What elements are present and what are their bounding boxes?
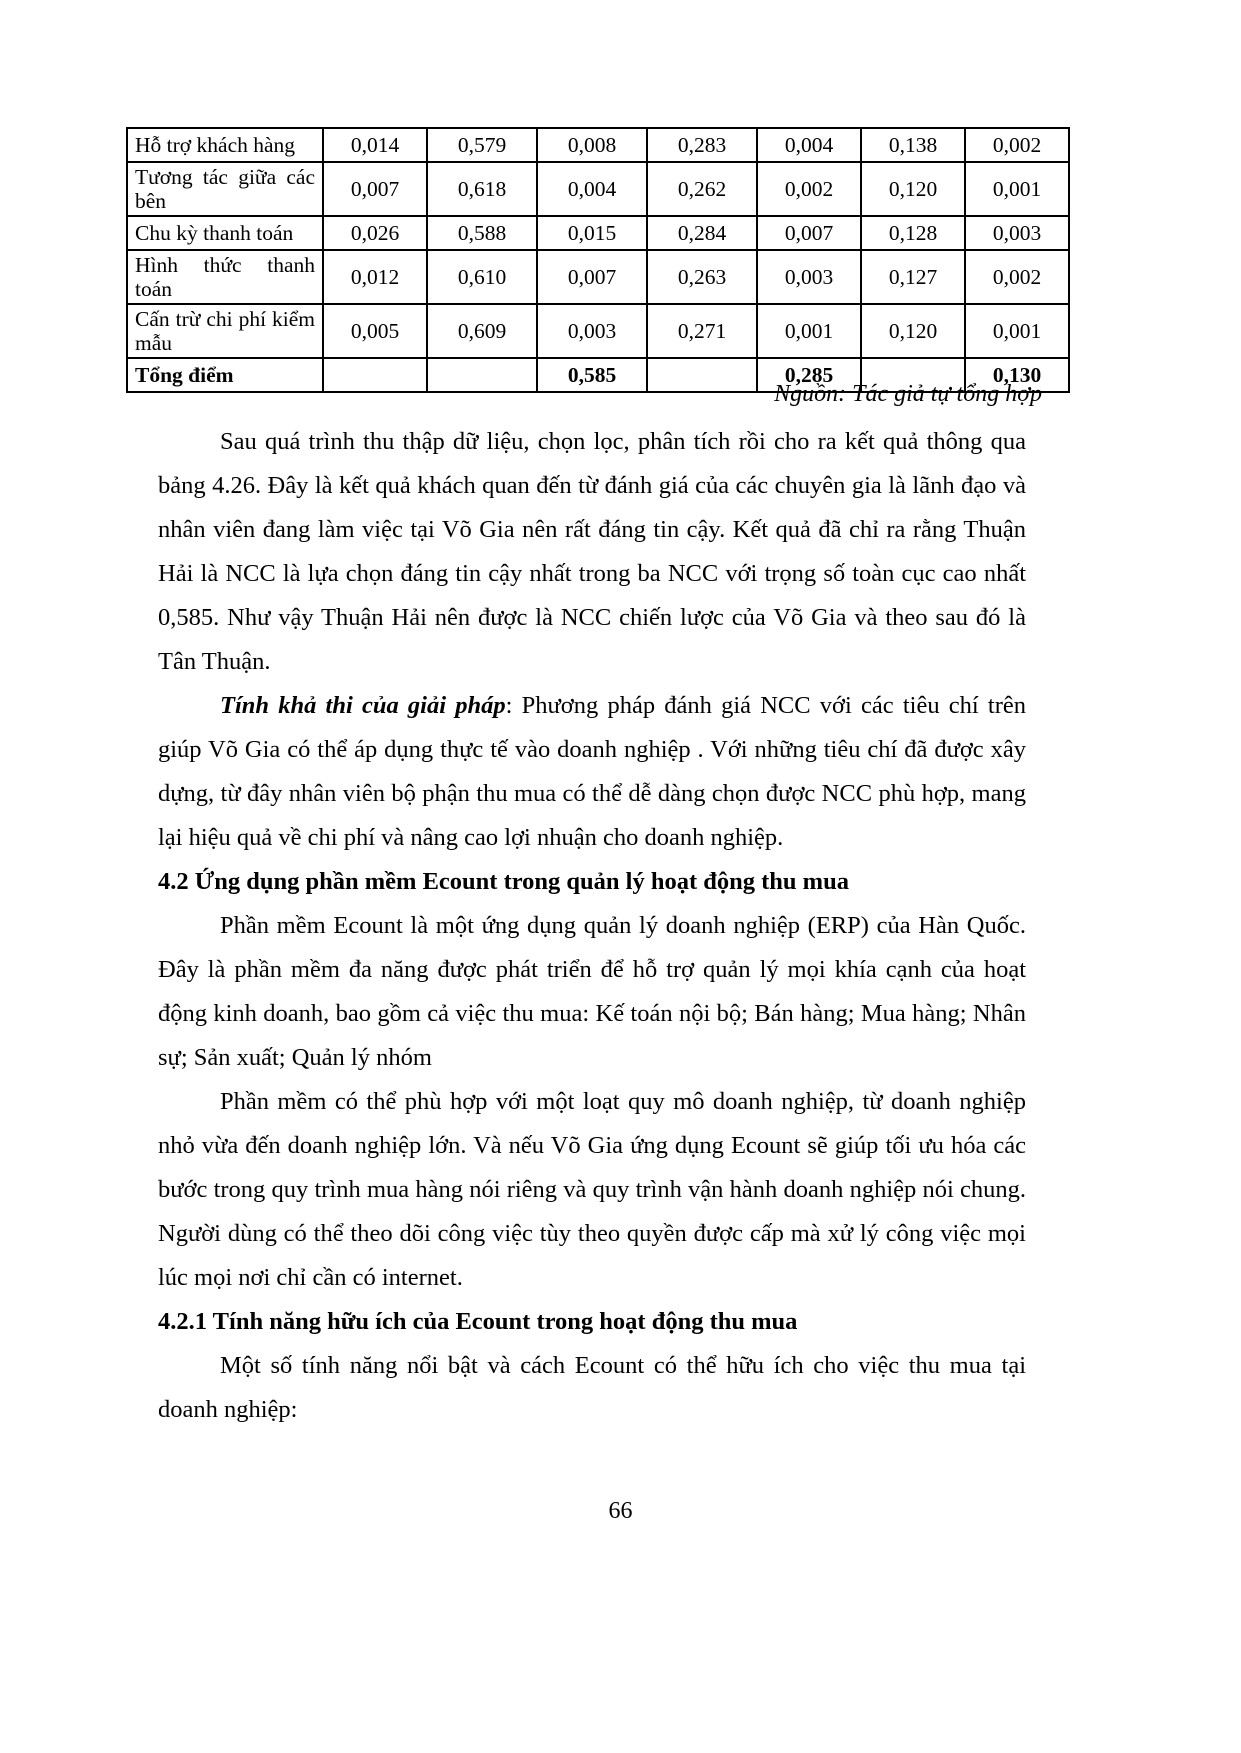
criterion-cell: Cấn trừ chi phí kiểm mẫu	[127, 304, 323, 358]
criterion-cell: Tương tác giữa các bên	[127, 162, 323, 216]
paragraph-4: Phần mềm có thể phù hợp với một loạt quy mô doanh nghiệp, từ doanh nghiệp nhỏ vừa đến doanh nghiệp lớn. Và nếu Võ Gia ứng dụng Ecount sẽ giúp tối ưu hóa các bước trong quy trình mua hàng nói riêng và quy trình vận hành doanh nghiệp nói chung. Người dùng có thể theo dõi công việc tùy theo quyền được cấp mà xử lý công việc mọi lúc mọi nơi chỉ cần có internet.	[158, 1088, 1026, 1291]
value-cell: 0,120	[861, 304, 965, 358]
value-cell: 0,610	[427, 250, 537, 304]
total-value-cell: 0,585	[537, 358, 647, 392]
table-source-note: Nguồn: Tác giả tự tổng hợp	[774, 381, 1042, 407]
paragraph-2	[158, 684, 1026, 860]
value-cell: 0,271	[647, 304, 757, 358]
value-cell: 0,012	[323, 250, 427, 304]
value-cell: 0,618	[427, 162, 537, 216]
value-cell: 0,002	[965, 250, 1069, 304]
value-cell: 0,004	[757, 128, 861, 162]
criterion-cell: Chu kỳ thanh toán	[127, 216, 323, 250]
value-cell: 0,004	[537, 162, 647, 216]
paragraph-5: Một số tính năng nổi bật và cách Ecount có thể hữu ích cho việc thu mua tại doanh nghiệp:	[158, 1352, 1026, 1423]
value-cell: 0,003	[537, 304, 647, 358]
value-cell: 0,001	[965, 162, 1069, 216]
paragraph-3: Phần mềm Ecount là một ứng dụng quản lý doanh nghiệp (ERP) của Hàn Quốc. Đây là phần mềm đa năng được phát triển để hỗ trợ quản lý mọi khía cạnh của hoạt động kinh doanh, bao gồm cả việc thu mua: Kế toán nội bộ; Bán hàng; Mua hàng; Nhân sự; Sản xuất; Quản lý nhóm	[158, 912, 1026, 1071]
value-cell: 0,284	[647, 216, 757, 250]
paragraph-2-rest: : Phương pháp đánh giá NCC với các tiêu chí trên giúp Võ Gia có thể áp dụng thực tế vào doanh nghiệp . Với những tiêu chí đã được xây dựng, từ đây nhân viên bộ phận thu mua có thể dễ dàng chọn được NCC phù hợp, mang lại hiệu quả về chi phí và nâng cao lợi nhuận cho doanh nghiệp.	[158, 692, 1026, 851]
value-cell: 0,283	[647, 128, 757, 162]
section-heading-4-2-1: 4.2.1 Tính năng hữu ích của Ecount trong hoạt động thu mua	[158, 1308, 798, 1335]
value-cell: 0,609	[427, 304, 537, 358]
value-cell: 0,002	[757, 162, 861, 216]
page-number: 66	[608, 1498, 633, 1524]
feasibility-lead-in: Tính khả thi của giải pháp	[220, 692, 506, 719]
value-cell: 0,001	[757, 304, 861, 358]
value-cell: 0,007	[537, 250, 647, 304]
section-heading-4-2: 4.2 Ứng dụng phần mềm Ecount trong quản lý hoạt động thu mua	[158, 868, 849, 895]
criterion-cell: Hình thức thanh toán	[127, 250, 323, 304]
value-cell: 0,005	[323, 304, 427, 358]
paragraph-1: Sau quá trình thu thập dữ liệu, chọn lọc, phân tích rồi cho ra kết quả thông qua bảng 4.26. Đây là kết quả khách quan đến từ đánh giá của các chuyên gia là lãnh đạo và nhân viên đang làm việc tại Võ Gia nên rất đáng tin cậy. Kết quả đã chỉ ra rằng Thuận Hải là NCC là lựa chọn đáng tin cậy nhất trong ba NCC với trọng số toàn cục cao nhất 0,585. Như vậy Thuận Hải nên được là NCC chiến lược của Võ Gia và theo sau đó là Tân Thuận.	[158, 428, 1026, 675]
results-table-container	[126, 127, 1042, 393]
value-cell: 0,007	[323, 162, 427, 216]
table-body	[127, 128, 1069, 392]
criterion-cell: Hỗ trợ khách hàng	[127, 128, 323, 162]
value-cell: 0,001	[965, 304, 1069, 358]
total-value-cell: 0,285	[757, 358, 861, 392]
total-label-cell: Tổng điểm	[127, 358, 323, 392]
value-cell: 0,026	[323, 216, 427, 250]
value-cell: 0,262	[647, 162, 757, 216]
value-cell: 0,263	[647, 250, 757, 304]
value-cell: 0,128	[861, 216, 965, 250]
value-cell: 0,579	[427, 128, 537, 162]
value-cell: 0,120	[861, 162, 965, 216]
value-cell: 0,138	[861, 128, 965, 162]
table-row	[127, 162, 1069, 216]
value-cell: 0,002	[965, 128, 1069, 162]
value-cell: 0,007	[757, 216, 861, 250]
table-row	[127, 304, 1069, 358]
value-cell: 0,588	[427, 216, 537, 250]
value-cell: 0,127	[861, 250, 965, 304]
table-row	[127, 216, 1069, 250]
table-row	[127, 250, 1069, 304]
value-cell: 0,003	[757, 250, 861, 304]
value-cell: 0,014	[323, 128, 427, 162]
value-cell: 0,003	[965, 216, 1069, 250]
total-value-cell: 0,130	[965, 358, 1069, 392]
supplier-weights-table	[126, 127, 1070, 393]
value-cell: 0,008	[537, 128, 647, 162]
table-row	[127, 128, 1069, 162]
page-body	[158, 420, 1026, 1432]
value-cell: 0,015	[537, 216, 647, 250]
